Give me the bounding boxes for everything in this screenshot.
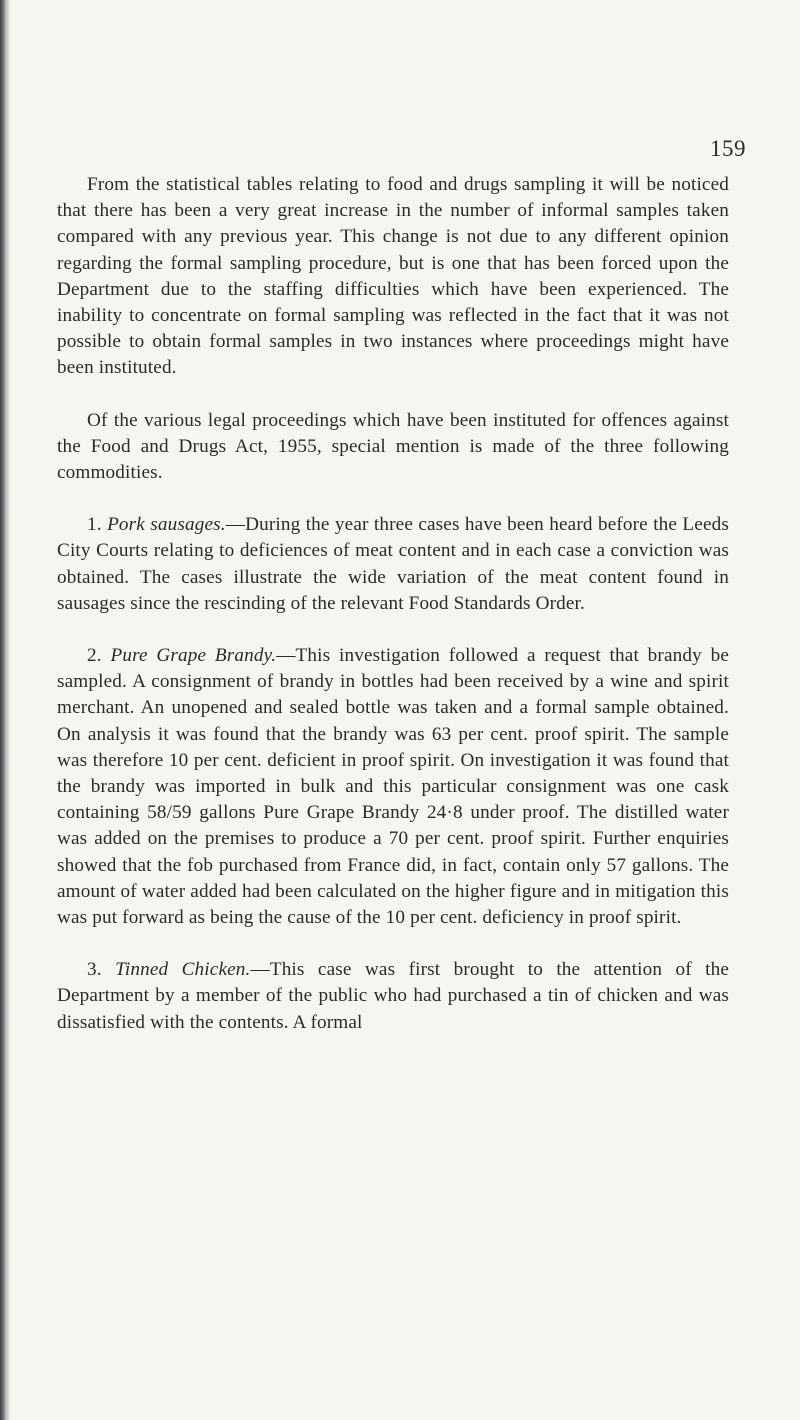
paragraph-text: From the statistical tables relating to food and drugs sampling it will be noticed that there has been a very great increase in the number of informal samples taken compared with any previous year. This change is not due to any different opinion regarding the formal sampling procedure, but is one that has been forced upon the Department due to the staffing difficulties which have been experienced. The inability to concentrate on formal sampling was reflected in the fact that it was not possible to obtain formal samples in two instances where proceedings might have been instituted.	[57, 174, 729, 379]
page-number: 159	[710, 136, 746, 161]
document-body	[57, 172, 729, 1062]
page-binding-edge	[0, 0, 10, 1420]
item-number: 2.	[87, 645, 102, 667]
paragraph-legal-proceedings	[57, 408, 729, 487]
paragraph-text: Of the various legal proceedings which have been instituted for offences against the Food and Drugs Act, 1955, special mention is made of the three following commodities.	[57, 409, 729, 484]
item-number: 1.	[87, 514, 102, 536]
paragraph-tinned-chicken	[57, 957, 729, 1036]
item-number: 3.	[87, 959, 102, 981]
item-heading: Pork sausages.	[107, 514, 226, 536]
item-heading: Tinned Chicken.	[115, 959, 251, 981]
item-heading: Pure Grape Brandy.	[110, 645, 277, 667]
paragraph-sampling-increase	[57, 172, 729, 382]
paragraph-text: —This case was first brought to the attention of the Department by a member of the public who had purchased a tin of chicken and was dissatisfied with the contents. A formal	[57, 959, 730, 1033]
paragraph-pork-sausages	[57, 512, 729, 617]
paragraph-text: —During the year three cases have been heard before the Leeds City Courts relating to deficiences of meat content and in each case a conviction was obtained. The cases illustrate the wide variation of the meat content found in sausages since the rescinding of the relevant Food Standards Order.	[57, 514, 729, 614]
paragraph-text: —This investigation followed a request that brandy be sampled. A consignment of brandy in bottles had been received by a wine and spirit merchant. An unopened and sealed bottle was taken and a formal sample obtained. On analysis it was found that the brandy was 63 per cent. proof spirit. The sample was therefore 10 per cent. deficient in proof spirit. On investigation it was found that the brandy was imported in bulk and this particular consignment was one cask containing 58/59 gallons Pure Grape Brandy 24·8 under proof. The distilled water was added on the premises to produce a 70 per cent. proof spirit. Further enquiries showed that the fob purchased from France did, in fact, contain only 57 gallons. The amount of water added had been calculated on the higher figure and in mitigation this was put forward as being the cause of the 10 per cent. deficiency in proof spirit.	[57, 645, 729, 929]
paragraph-pure-grape-brandy	[57, 643, 729, 931]
